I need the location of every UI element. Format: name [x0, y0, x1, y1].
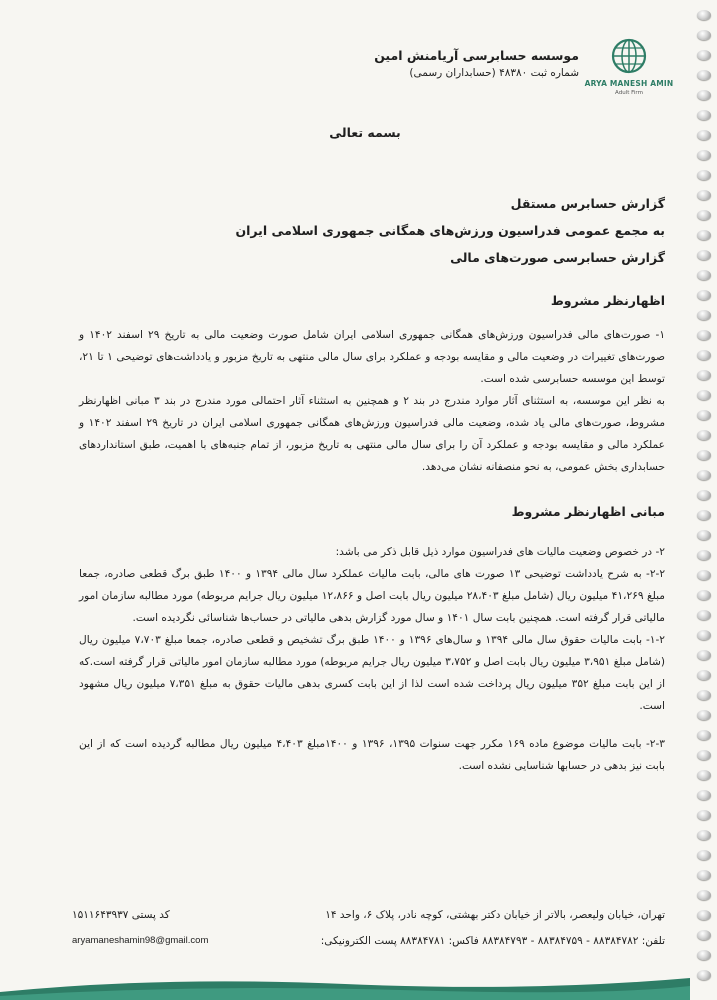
binding-ring [697, 610, 711, 620]
opinion-paragraph: به نظر این موسسه، به استثنای آثار موارد مندرج در بند ۲ و همچنین به استثناء آثار احتمالی مورد مندرج در بند ۳ مبانی اظهارنظر مشروط، صورت‌های مالی یاد شده، وضعیت مالی فدراسیون ورزش‌های همگانی جمهوری اسلامی ایران در تاریخ ۲۹ اسفند ۱۴۰۲ و عملکرد مالی و مقایسه بودجه و عملکرد آن را برای سال مالی منتهی به تاریخ مزبور، از تمام جنبه‌های با اهمیت، طبق استانداردهای حسابداری بخش عمومی، به نحو منصفانه نشان می‌دهد. [79, 395, 666, 473]
footer-address: تهران، خیابان ولیعصر، بالاتر از خیابان دکتر بهشتی، کوچه نادر، پلاک ۶، واحد ۱۴ [325, 909, 665, 921]
binding-ring [697, 70, 711, 80]
binding-ring [697, 950, 711, 960]
binding-ring [697, 970, 711, 980]
binding-ring [697, 630, 711, 640]
binding-ring [697, 170, 711, 180]
footer-phones: تلفن: ۸۸۳۸۴۷۸۲ - ۸۸۳۸۴۷۵۹ - ۸۸۳۸۴۷۹۳ فاکس: ۸۸۳۸۴۷۸۱ پست الکترونیکی: [320, 935, 665, 947]
binding-ring [697, 490, 711, 500]
binding-ring [697, 330, 711, 340]
binding-ring [697, 350, 711, 360]
firm-registration: شماره ثبت ۴۸۳۸۰ (حسابداران رسمی) [409, 67, 579, 79]
report-subtitle: گزارش حسابرسی صورت‌های مالی [450, 250, 665, 265]
binding-ring [697, 430, 711, 440]
binding-ring [697, 130, 711, 140]
globe-logo-icon [611, 38, 647, 74]
binding-ring [697, 750, 711, 760]
binding-ring [697, 530, 711, 540]
firm-logo [583, 38, 675, 100]
binding-ring [697, 410, 711, 420]
binding-ring [697, 30, 711, 40]
report-body [79, 190, 665, 777]
binding-ring [697, 190, 711, 200]
basis-paragraph: ۱-۲- بابت مالیات حقوق سال مالی ۱۳۹۴ و سال‌های ۱۳۹۶ و ۱۴۰۰ طبق برگ تشخیص و قطعی صادره، جمعا مبلغ ۷،۷۰۳ میلیون ریال (شامل مبلغ ۳،۹۵۱ میلیون ریال بابت اصل و ۳،۷۵۲ میلیون ریال جرایم مربوطه) مورد مطالبه سازمان امور مالیاتی قرار گرفته است.که از این بابت مبلغ ۳۵۲ میلیون ریال پرداخت شده است لذا از این بابت کسری بدهی مالیات حقوق به مبلغ ۷،۳۵۱ میلیون ریال مشهود است. [79, 634, 666, 712]
binding-ring [697, 890, 711, 900]
binding-ring [697, 110, 711, 120]
binding-ring [697, 390, 711, 400]
logo-subtitle: Adult Firm [615, 90, 643, 96]
binding-ring [697, 290, 711, 300]
binding-ring [697, 470, 711, 480]
binding-ring [697, 570, 711, 580]
binding-ring [697, 650, 711, 660]
binding-ring [697, 730, 711, 740]
binding-ring [697, 310, 711, 320]
basis-paragraph: ۲-۲- به شرح یادداشت توضیحی ۱۳ صورت های مالی، بابت مالیات عملکرد سال مالی ۱۳۹۴ و ۱۴۰۰ طبق برگ قطعی صادره، جمعا مبلغ ۴۱،۲۶۹ میلیون ریال (شامل مبلغ ۲۸،۴۰۳ میلیون ریال بابت اصل و ۱۲،۸۶۶ میلیون ریال جرایم مربوطه) مورد مطالبه سازمان امور مالیاتی قرار گرفته است. همچنین بابت سال ۱۴۰۱ و سال مورد گزارش بدهی مالیاتی در حساب‌ها شناسائی نگردیده است. [79, 568, 666, 624]
opinion-paragraph: ۱- صورت‌های مالی فدراسیون ورزش‌های همگانی جمهوری اسلامی ایران شامل صورت وضعیت مالی به تاریخ ۲۹ اسفند ۱۴۰۲ و صورت‌های تغییرات در وضعیت مالی و مقایسه بودجه و عملکرد برای سال مالی منتهی به تاریخ مزبور و یادداشت‌های توضیحی ۱ تا ۲۱، توسط این موسسه حسابرسی شده است. [79, 329, 666, 385]
footer-wave-band [0, 974, 690, 1000]
basis-paragraph: ۲- در خصوص وضعیت مالیات های فدراسیون موارد ذیل قابل ذکر می باشد: [335, 546, 665, 558]
binding-ring [697, 510, 711, 520]
binding-ring [697, 370, 711, 380]
binding-ring [697, 690, 711, 700]
logo-wordmark: ARYA MANESH AMIN [584, 79, 674, 88]
binding-ring [697, 830, 711, 840]
binding-ring [697, 770, 711, 780]
binding-ring [697, 870, 711, 880]
binding-ring [697, 910, 711, 920]
binding-ring [697, 150, 711, 160]
spiral-binding [691, 10, 713, 990]
firm-name: موسسه حسابرسی آریامنش امین [374, 48, 579, 63]
binding-ring [697, 810, 711, 820]
binding-ring [697, 550, 711, 560]
report-addressee: به مجمع عمومی فدراسیون ورزش‌های همگانی جمهوری اسلامی ایران [235, 223, 665, 238]
binding-ring [697, 250, 711, 260]
letterhead [315, 38, 675, 108]
binding-ring [697, 590, 711, 600]
binding-ring [697, 670, 711, 680]
binding-ring [697, 210, 711, 220]
binding-ring [697, 230, 711, 240]
binding-ring [697, 270, 711, 280]
binding-ring [697, 450, 711, 460]
footer-email: aryamaneshamin98@gmail.com [72, 935, 209, 946]
binding-ring [697, 850, 711, 860]
binding-ring [697, 710, 711, 720]
binding-ring [697, 90, 711, 100]
binding-ring [697, 930, 711, 940]
basis-paragraph: ۲-۳- بابت مالیات موضوع ماده ۱۶۹ مکرر جهت سنوات ۱۳۹۵، ۱۳۹۶ و ۱۴۰۰مبلغ ۴،۴۰۳ میلیون ریال مطالبه گردیده است که از این بابت نیز بدهی در حسابها شناسایی نشده است. [79, 738, 665, 772]
letterhead-footer [72, 905, 665, 965]
opinion-heading: اظهارنظر مشروط [550, 293, 665, 308]
binding-ring [697, 10, 711, 20]
firm-details [374, 48, 579, 79]
binding-ring [697, 790, 711, 800]
report-title: گزارش حسابرس مستقل [510, 196, 665, 211]
footer-postal-code: کد پستی ۱۵۱۱۶۴۳۹۳۷ [72, 909, 170, 921]
bismillah-heading: بسمه تعالی [329, 125, 401, 140]
binding-ring [697, 50, 711, 60]
basis-heading: مبانی اظهارنظر مشروط [511, 504, 665, 519]
